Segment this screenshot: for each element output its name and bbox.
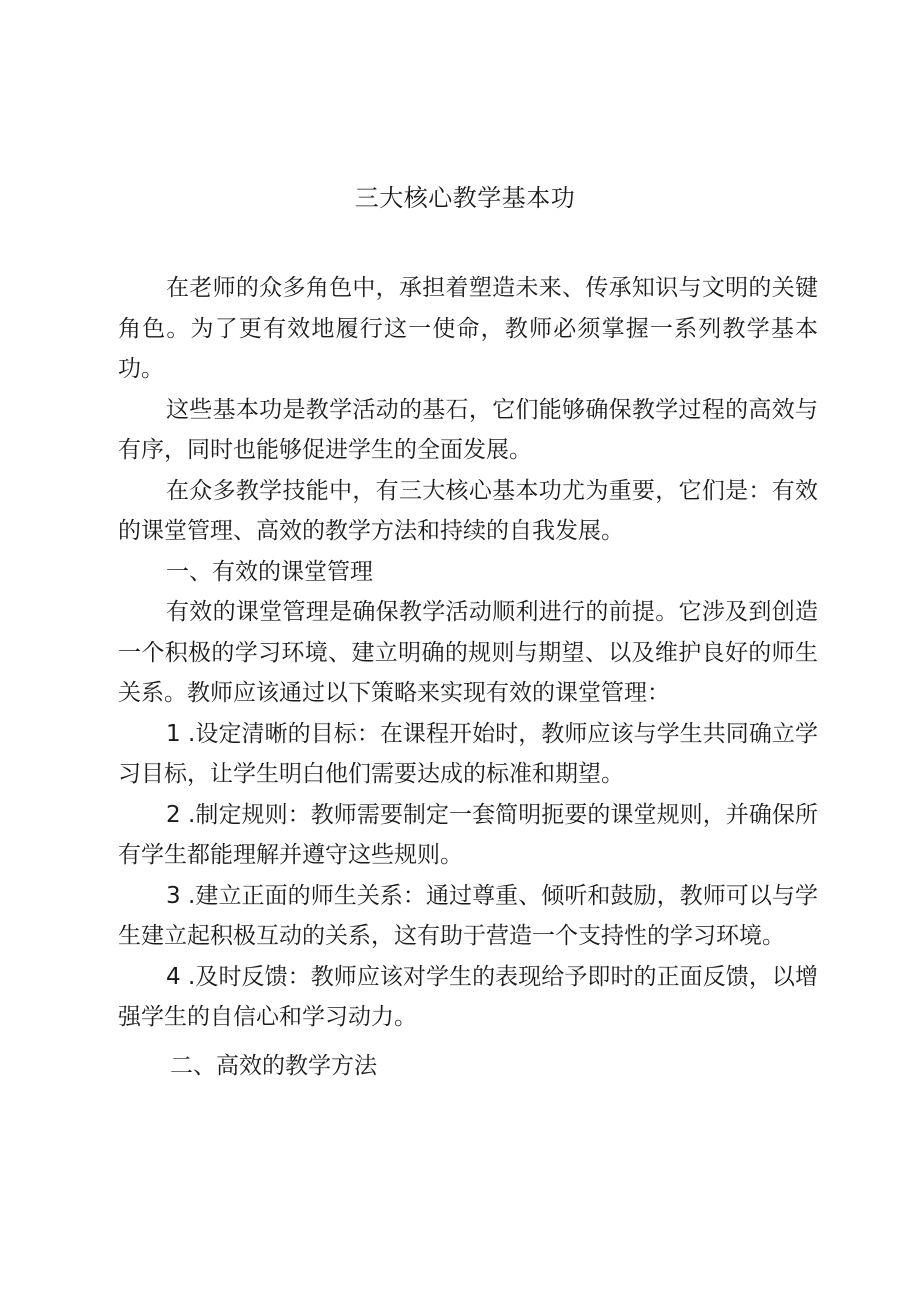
intro-paragraph-3: 在众多教学技能中，有三大核心基本功尤为重要，它们是：有效的课堂管理、高效的教学方法和持续的自我发展。	[118, 477, 818, 544]
list-item-2: 2 .制定规则：教师需要制定一套简明扼要的课堂规则，并确保所有学生都能理解并遵守这些规则。	[118, 801, 818, 868]
list-item-3: 3 .建立正面的师生关系：通过尊重、倾听和鼓励，教师可以与学生建立起积极互动的关系，这有助于营造一个支持性的学习环境。	[118, 882, 818, 949]
list-item-1: 1 .设定清晰的目标：在课程开始时，教师应该与学生共同确立学习目标，让学生明白他们需要达成的标准和期望。	[118, 720, 818, 787]
intro-paragraph-2: 这些基本功是教学活动的基石，它们能够确保教学过程的高效与有序，同时也能够促进学生的全面发展。	[118, 396, 818, 463]
section-1-heading: 一、有效的课堂管理	[166, 558, 373, 585]
section-1-intro: 有效的课堂管理是确保教学活动顺利进行的前提。它涉及到创造一个积极的学习环境、建立明确的规则与期望、以及维护良好的师生关系。教师应该通过以下策略来实现有效的课堂管理：	[118, 599, 818, 706]
document-body	[118, 268, 818, 1086]
section-2-heading: 二、高效的教学方法	[170, 1052, 377, 1079]
list-item-4: 4 .及时反馈：教师应该对学生的表现给予即时的正面反馈，以增强学生的自信心和学习动力。	[118, 963, 818, 1030]
intro-paragraph-1: 在老师的众多角色中，承担着塑造未来、传承知识与文明的关键角色。为了更有效地履行这一使命，教师必须掌握一系列教学基本功。	[118, 275, 818, 382]
document-title: 三大核心教学基本功	[354, 184, 576, 212]
